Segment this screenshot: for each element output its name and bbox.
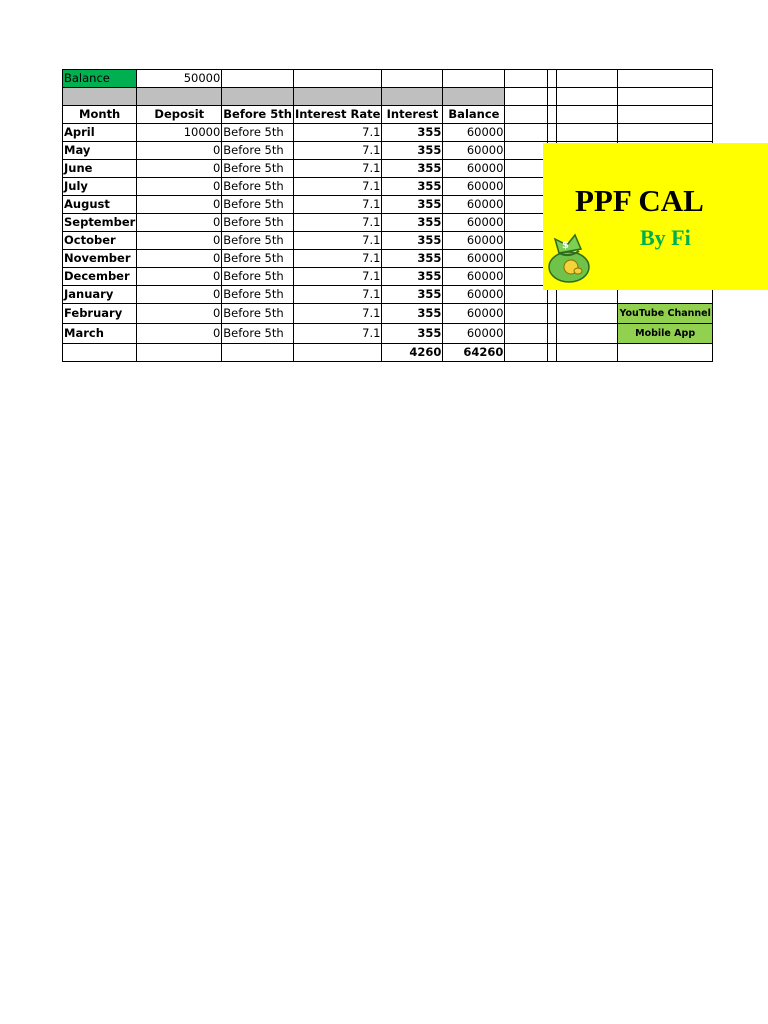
empty-cell[interactable]	[505, 178, 548, 196]
deposit-cell[interactable]: 0	[137, 304, 222, 324]
interest-cell[interactable]: 355	[382, 286, 443, 304]
header-interest-rate[interactable]: Interest Rate	[293, 106, 382, 124]
empty-cell[interactable]	[505, 88, 548, 106]
balance-cell[interactable]: 60000	[443, 250, 505, 268]
balance-cell[interactable]: 60000	[443, 196, 505, 214]
balance-cell[interactable]: 60000	[443, 324, 505, 344]
grey-separator-row	[63, 88, 713, 106]
empty-cell[interactable]	[557, 106, 618, 124]
money-bag-icon	[545, 231, 593, 283]
balance-cell[interactable]: 60000	[443, 124, 505, 142]
timing-cell[interactable]: Before 5th	[222, 124, 294, 142]
total-balance-cell[interactable]: 64260	[443, 344, 505, 362]
interest-rate-cell[interactable]: 7.1	[293, 304, 382, 324]
interest-rate-cell[interactable]: 7.1	[293, 142, 382, 160]
empty-cell[interactable]	[505, 196, 548, 214]
deposit-cell[interactable]: 0	[137, 250, 222, 268]
interest-cell[interactable]: 355	[382, 214, 443, 232]
empty-cell[interactable]	[505, 250, 548, 268]
empty-cell[interactable]	[618, 70, 712, 88]
table-row	[63, 324, 713, 344]
interest-rate-cell[interactable]: 7.1	[293, 214, 382, 232]
empty-cell[interactable]	[548, 106, 557, 124]
month-cell[interactable]: January	[63, 286, 137, 304]
balance-cell[interactable]: 60000	[443, 178, 505, 196]
mobile-app-button[interactable]: Mobile App	[618, 324, 712, 344]
month-cell[interactable]: May	[63, 142, 137, 160]
youtube-channel-button[interactable]: YouTube Channel	[618, 304, 712, 324]
totals-row	[63, 344, 713, 362]
interest-cell[interactable]: 355	[382, 124, 443, 142]
interest-rate-cell[interactable]: 7.1	[293, 178, 382, 196]
month-cell[interactable]: August	[63, 196, 137, 214]
empty-cell[interactable]	[505, 232, 548, 250]
empty-cell[interactable]	[557, 344, 618, 362]
month-cell[interactable]: December	[63, 268, 137, 286]
balance-label-cell[interactable]: Balance	[63, 70, 137, 88]
empty-cell[interactable]	[548, 88, 557, 106]
grey-cell[interactable]	[443, 88, 505, 106]
timing-cell[interactable]: Before 5th	[222, 214, 294, 232]
interest-cell[interactable]: 355	[382, 250, 443, 268]
deposit-cell[interactable]: 0	[137, 324, 222, 344]
timing-cell[interactable]: Before 5th	[222, 250, 294, 268]
timing-cell[interactable]: Before 5th	[222, 268, 294, 286]
grey-cell[interactable]	[137, 88, 222, 106]
empty-cell[interactable]	[505, 124, 548, 142]
month-cell[interactable]: September	[63, 214, 137, 232]
balance-cell[interactable]: 60000	[443, 286, 505, 304]
empty-cell[interactable]	[382, 70, 443, 88]
empty-cell[interactable]	[63, 344, 137, 362]
timing-cell[interactable]: Before 5th	[222, 286, 294, 304]
empty-cell[interactable]	[557, 70, 618, 88]
empty-cell[interactable]	[505, 268, 548, 286]
balance-row	[63, 70, 713, 88]
grey-cell[interactable]	[382, 88, 443, 106]
empty-cell[interactable]	[618, 344, 712, 362]
empty-cell[interactable]	[548, 304, 557, 324]
month-cell[interactable]: June	[63, 160, 137, 178]
banner-title: PPF CAL	[575, 183, 704, 218]
empty-cell[interactable]	[505, 70, 548, 88]
interest-cell[interactable]: 355	[382, 232, 443, 250]
timing-cell[interactable]: Before 5th	[222, 178, 294, 196]
empty-cell[interactable]	[505, 142, 548, 160]
balance-cell[interactable]: 60000	[443, 214, 505, 232]
empty-cell[interactable]	[505, 160, 548, 178]
timing-cell[interactable]: Before 5th	[222, 232, 294, 250]
table-row	[63, 304, 713, 324]
deposit-cell[interactable]: 0	[137, 214, 222, 232]
empty-cell[interactable]	[505, 106, 548, 124]
empty-cell[interactable]	[505, 324, 548, 344]
balance-cell[interactable]: 60000	[443, 304, 505, 324]
empty-cell[interactable]	[548, 344, 557, 362]
month-cell[interactable]: February	[63, 304, 137, 324]
ppf-calculator-banner	[543, 143, 768, 290]
timing-cell[interactable]: Before 5th	[222, 142, 294, 160]
deposit-cell[interactable]: 0	[137, 160, 222, 178]
interest-cell[interactable]: 355	[382, 304, 443, 324]
deposit-cell[interactable]: 0	[137, 196, 222, 214]
empty-cell[interactable]	[443, 70, 505, 88]
interest-cell[interactable]: 355	[382, 196, 443, 214]
timing-cell[interactable]: Before 5th	[222, 196, 294, 214]
timing-cell[interactable]: Before 5th	[222, 324, 294, 344]
header-month[interactable]: Month	[63, 106, 137, 124]
balance-cell[interactable]: 60000	[443, 142, 505, 160]
deposit-cell[interactable]: 0	[137, 232, 222, 250]
banner-subtitle: By Fi	[640, 225, 691, 250]
interest-rate-cell[interactable]: 7.1	[293, 196, 382, 214]
empty-cell[interactable]	[618, 124, 712, 142]
interest-cell[interactable]: 355	[382, 324, 443, 344]
interest-cell[interactable]: 355	[382, 142, 443, 160]
empty-cell[interactable]	[222, 344, 294, 362]
deposit-cell[interactable]: 0	[137, 142, 222, 160]
month-cell[interactable]: October	[63, 232, 137, 250]
interest-cell[interactable]: 355	[382, 178, 443, 196]
empty-cell[interactable]	[505, 214, 548, 232]
interest-rate-cell[interactable]: 7.1	[293, 250, 382, 268]
month-cell[interactable]: July	[63, 178, 137, 196]
balance-cell[interactable]: 60000	[443, 160, 505, 178]
empty-cell[interactable]	[557, 324, 618, 344]
balance-cell[interactable]: 60000	[443, 268, 505, 286]
total-interest-cell[interactable]: 4260	[382, 344, 443, 362]
header-deposit[interactable]: Deposit	[137, 106, 222, 124]
empty-cell[interactable]	[557, 88, 618, 106]
month-cell[interactable]: April	[63, 124, 137, 142]
empty-cell[interactable]	[557, 304, 618, 324]
deposit-cell[interactable]: 0	[137, 268, 222, 286]
empty-cell[interactable]	[548, 124, 557, 142]
deposit-cell[interactable]: 0	[137, 178, 222, 196]
grey-cell[interactable]	[63, 88, 137, 106]
header-before-5th[interactable]: Before 5th	[222, 106, 294, 124]
timing-cell[interactable]: Before 5th	[222, 304, 294, 324]
empty-cell[interactable]	[618, 106, 712, 124]
empty-cell[interactable]	[293, 70, 382, 88]
timing-cell[interactable]: Before 5th	[222, 160, 294, 178]
interest-cell[interactable]: 355	[382, 268, 443, 286]
month-cell[interactable]: March	[63, 324, 137, 344]
header-interest[interactable]: Interest	[382, 106, 443, 124]
interest-rate-cell[interactable]: 7.1	[293, 160, 382, 178]
balance-cell[interactable]: 60000	[443, 232, 505, 250]
empty-cell[interactable]	[618, 88, 712, 106]
grey-cell[interactable]	[222, 88, 294, 106]
interest-rate-cell[interactable]: 7.1	[293, 324, 382, 344]
empty-cell[interactable]	[505, 286, 548, 304]
empty-cell[interactable]	[222, 70, 294, 88]
empty-cell[interactable]	[293, 344, 382, 362]
header-balance[interactable]: Balance	[443, 106, 505, 124]
empty-cell[interactable]	[548, 324, 557, 344]
table-row	[63, 124, 713, 142]
month-cell[interactable]: November	[63, 250, 137, 268]
interest-rate-cell[interactable]: 7.1	[293, 124, 382, 142]
interest-rate-cell[interactable]: 7.1	[293, 232, 382, 250]
grey-cell[interactable]	[293, 88, 382, 106]
interest-cell[interactable]: 355	[382, 160, 443, 178]
interest-rate-cell[interactable]: 7.1	[293, 286, 382, 304]
empty-cell[interactable]	[137, 344, 222, 362]
empty-cell[interactable]	[505, 304, 548, 324]
deposit-cell[interactable]: 0	[137, 286, 222, 304]
empty-cell[interactable]	[557, 124, 618, 142]
empty-cell[interactable]	[548, 70, 557, 88]
empty-cell[interactable]	[505, 344, 548, 362]
header-row	[63, 106, 713, 124]
svg-text:$: $	[562, 240, 569, 251]
opening-balance-cell[interactable]: 50000	[137, 70, 222, 88]
deposit-cell[interactable]: 10000	[137, 124, 222, 142]
interest-rate-cell[interactable]: 7.1	[293, 268, 382, 286]
